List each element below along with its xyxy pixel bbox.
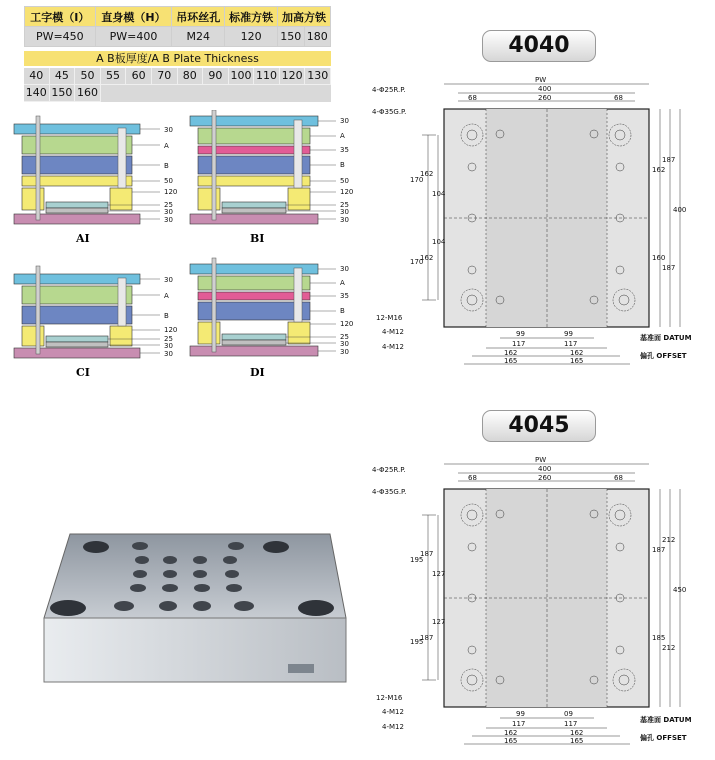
mold-ci-label: B (164, 312, 169, 320)
mold-di-label: 30 (340, 265, 349, 273)
spec-value: 120 (225, 27, 278, 47)
m16-callout: 12-M16 (376, 694, 403, 702)
mold-bi-label: 30 (340, 216, 349, 224)
spec-value: PW=400 (95, 27, 172, 47)
dim-left: 162 (420, 254, 434, 262)
dim-width: 68 (614, 474, 623, 482)
dim-bottom: 165 (504, 737, 518, 745)
ab-value: 160 (75, 85, 101, 102)
mold-bi (190, 110, 318, 224)
mold-ci-name: CI (76, 366, 90, 379)
mold-ai-label: 50 (164, 177, 173, 185)
gp-callout: 4-Φ35G.P. (372, 488, 407, 496)
spec-header-thread: 吊环丝孔 (172, 7, 225, 27)
dim-right: 212 (662, 644, 676, 652)
rp-callout: 4-Φ25R.P. (372, 466, 406, 474)
dim-bottom: 09 (564, 710, 573, 718)
dim-right: 185 (652, 634, 666, 642)
ab-value: 80 (178, 68, 204, 85)
dim-left: 104 (432, 190, 446, 198)
ab-value: 140 (24, 85, 50, 102)
mold-di-name: DI (250, 366, 265, 379)
dim-left: 187 (420, 550, 434, 558)
dim-width: 68 (468, 474, 477, 482)
ab-value: 90 (203, 68, 229, 85)
dim-bottom: 165 (504, 357, 518, 365)
mold-bi-label: A (340, 132, 345, 140)
dim-width: 68 (468, 94, 477, 102)
mold-bi-label: 120 (340, 188, 354, 196)
mold-bi-label: 35 (340, 146, 349, 154)
m12-callout: 4-M12 (382, 708, 404, 716)
mold-ci-label: 25 (164, 335, 173, 343)
dim-left: 187 (420, 634, 434, 642)
mold-ci-label: 120 (164, 326, 178, 334)
ab-value: 40 (24, 68, 50, 85)
mold-ai-name: AI (76, 232, 90, 245)
spec-value: M24 (172, 27, 225, 47)
offset-label: 偏孔 OFFSET (640, 352, 687, 360)
dim-bottom: 162 (570, 729, 584, 737)
dim-bottom: 162 (504, 729, 518, 737)
dim-pw: PW (535, 456, 547, 464)
spec-header-std-block: 标准方铁 (225, 7, 278, 27)
dim-width: 400 (538, 465, 552, 473)
spec-value: 180 (304, 27, 330, 47)
mold-ci-label: 30 (164, 342, 173, 350)
mold-ci-label: A (164, 292, 169, 300)
dim-right: 187 (662, 264, 676, 272)
spec-value: 150 (278, 27, 304, 47)
ab-thickness-grid (24, 68, 331, 102)
drawing-4040 (360, 72, 715, 372)
mold-di-label: B (340, 307, 345, 315)
mold-ai-label: 120 (164, 188, 178, 196)
mold-di-label: 35 (340, 292, 349, 300)
gp-callout: 4-Φ35G.P. (372, 108, 407, 116)
mold-bi-label: 50 (340, 177, 349, 185)
dim-left: 127 (432, 570, 446, 578)
mold-di-label: A (340, 279, 345, 287)
dim-left: 170 (410, 176, 424, 184)
mold-ai-label: 30 (164, 216, 173, 224)
m12-callout: 4-M12 (382, 343, 404, 351)
dim-right: 187 (662, 156, 676, 164)
mold-bi-label: B (340, 161, 345, 169)
dim-bottom: 117 (564, 720, 578, 728)
dim-bottom: 165 (570, 357, 584, 365)
mold-ai (14, 116, 140, 224)
offset-label: 偏孔 OFFSET (640, 734, 687, 742)
m12-callout: 4-M12 (382, 328, 404, 336)
dim-right: 160 (652, 254, 666, 262)
ab-value: 130 (305, 68, 331, 85)
dim-bottom: 162 (570, 349, 584, 357)
mold-ai-label: 30 (164, 126, 173, 134)
dim-bottom: 117 (512, 720, 526, 728)
mold-diagrams (0, 110, 360, 385)
m16-callout: 12-M16 (376, 314, 403, 322)
dim-width: 260 (538, 474, 552, 482)
mold-bi-label: 30 (340, 208, 349, 216)
rp-callout: 4-Φ25R.P. (372, 86, 406, 94)
datum-label: 基准面 DATUM (640, 716, 692, 724)
datum-label: 基准面 DATUM (640, 334, 692, 342)
dim-bottom: 165 (570, 737, 584, 745)
ab-value: 110 (254, 68, 280, 85)
dim-right: 450 (673, 586, 687, 594)
dim-width: 68 (614, 94, 623, 102)
ab-value: 150 (50, 85, 76, 102)
mold-ai-label: 25 (164, 201, 173, 209)
dim-bottom: 99 (564, 330, 573, 338)
mold-di (190, 258, 318, 356)
mold-bi-name: BI (250, 232, 265, 245)
spec-table (24, 6, 331, 47)
ab-thickness-title: A B板厚度/A B Plate Thickness (24, 51, 331, 66)
mold-bi-label: 25 (340, 201, 349, 209)
dim-right: 187 (652, 546, 666, 554)
dim-width: 260 (538, 94, 552, 102)
mold-ci-label: 30 (164, 350, 173, 358)
dim-left: 127 (432, 618, 446, 626)
dim-left: 195 (410, 638, 424, 646)
mold-ai-label: B (164, 162, 169, 170)
mold-di-label: 25 (340, 333, 349, 341)
dim-left: 104 (432, 238, 446, 246)
mold-ai-label: 30 (164, 208, 173, 216)
dim-bottom: 99 (516, 330, 525, 338)
dim-pw: PW (535, 76, 547, 84)
ab-value: 45 (50, 68, 76, 85)
ab-value: 120 (280, 68, 306, 85)
mold-di-label: 120 (340, 320, 354, 328)
mold-di-label: 30 (340, 348, 349, 356)
mold-base-photo (40, 522, 350, 690)
drawing-4045 (360, 452, 715, 760)
spec-value: PW=450 (25, 27, 96, 47)
dim-width: 400 (538, 85, 552, 93)
ab-value: 50 (75, 68, 101, 85)
m12-callout: 4-M12 (382, 723, 404, 731)
dim-left: 162 (420, 170, 434, 178)
model-4045-badge: 4045 (482, 410, 596, 442)
dim-right: 400 (673, 206, 687, 214)
dim-bottom: 117 (564, 340, 578, 348)
mold-bi-label: 30 (340, 117, 349, 125)
model-4040-badge: 4040 (482, 30, 596, 62)
mold-ci (14, 266, 140, 358)
dim-bottom: 99 (516, 710, 525, 718)
dim-bottom: 162 (504, 349, 518, 357)
spec-header-i: 工字模（I） (25, 7, 96, 27)
dim-right: 212 (662, 536, 676, 544)
ab-value: 100 (229, 68, 255, 85)
ab-value: 70 (152, 68, 178, 85)
mold-di-label: 30 (340, 340, 349, 348)
dim-bottom: 117 (512, 340, 526, 348)
dim-left: 170 (410, 258, 424, 266)
ab-value: 55 (101, 68, 127, 85)
ab-value: 60 (126, 68, 152, 85)
mold-ai-label: A (164, 142, 169, 150)
spec-header-h: 直身模（H） (95, 7, 172, 27)
mold-ci-label: 30 (164, 276, 173, 284)
dim-right: 162 (652, 166, 666, 174)
spec-header-raised-block: 加高方铁 (278, 7, 331, 27)
dim-left: 195 (410, 556, 424, 564)
